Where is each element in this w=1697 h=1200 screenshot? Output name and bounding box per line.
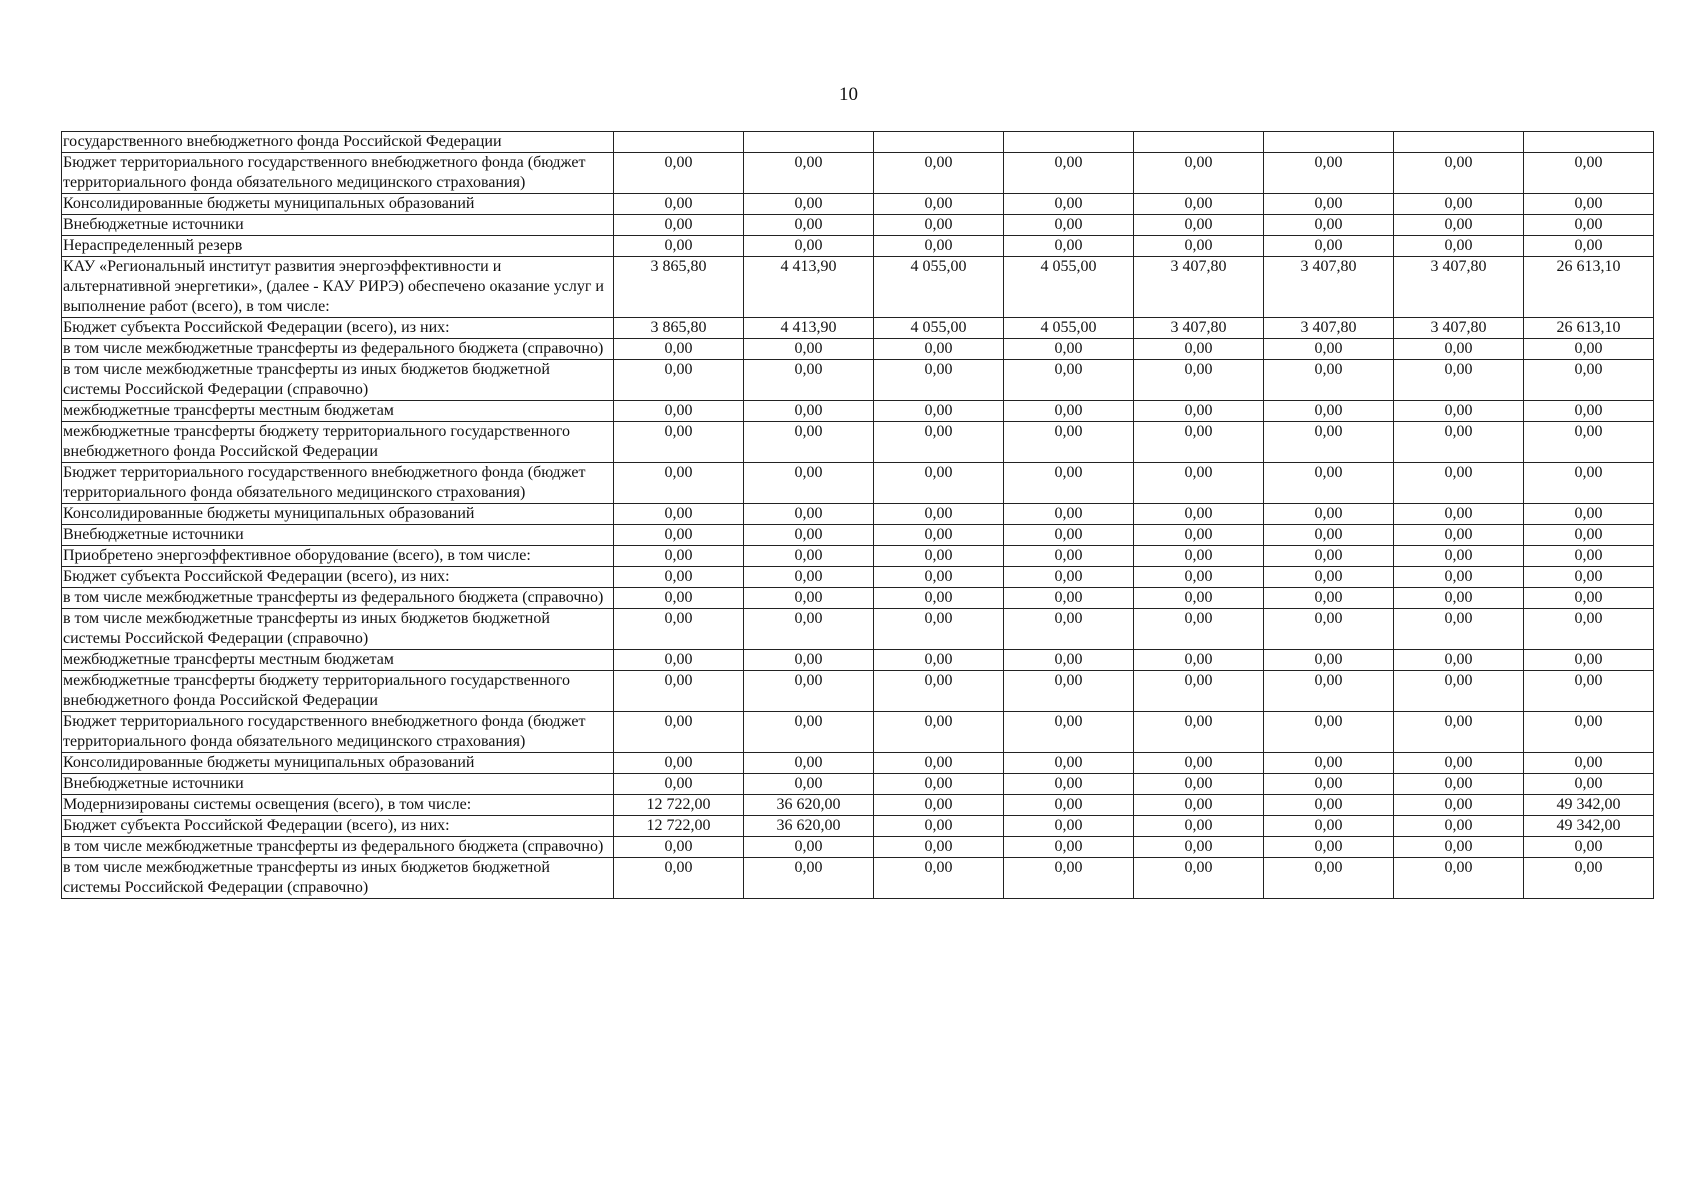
value-cell: 0,00 [1134,567,1264,588]
table-row [62,712,1654,753]
value-cell: 0,00 [1264,753,1394,774]
value-cell: 0,00 [1134,588,1264,609]
value-cell: 0,00 [1394,609,1524,650]
value-cell: 0,00 [874,153,1004,194]
table-row [62,525,1654,546]
value-cell: 0,00 [614,567,744,588]
value-cell: 0,00 [874,795,1004,816]
value-cell: 0,00 [1524,837,1654,858]
table-row [62,318,1654,339]
value-cell: 0,00 [1264,609,1394,650]
value-cell [1134,132,1264,153]
value-cell: 0,00 [1524,215,1654,236]
value-cell: 0,00 [1524,546,1654,567]
row-label: Модернизированы системы освещения (всего), в том числе: [62,795,614,816]
value-cell: 0,00 [744,525,874,546]
value-cell: 0,00 [1264,463,1394,504]
value-cell: 0,00 [874,360,1004,401]
value-cell: 0,00 [1004,546,1134,567]
value-cell: 0,00 [614,215,744,236]
value-cell: 0,00 [1134,546,1264,567]
value-cell: 0,00 [1394,567,1524,588]
value-cell: 0,00 [744,858,874,899]
value-cell: 0,00 [874,422,1004,463]
row-label: Бюджет территориального государственного внебюджетного фонда (бюджет территориального фонда обязательного медицинского страхования) [62,463,614,504]
value-cell: 0,00 [614,401,744,422]
value-cell: 0,00 [874,753,1004,774]
table-row [62,650,1654,671]
value-cell: 0,00 [1394,795,1524,816]
value-cell: 3 407,80 [1394,318,1524,339]
row-label: в том числе межбюджетные трансферты из иных бюджетов бюджетной системы Российской Федерации (справочно) [62,360,614,401]
value-cell: 0,00 [1524,712,1654,753]
value-cell: 0,00 [874,215,1004,236]
table-row [62,339,1654,360]
row-label: Приобретено энергоэффективное оборудование (всего), в том числе: [62,546,614,567]
value-cell: 0,00 [1524,567,1654,588]
value-cell: 0,00 [1264,194,1394,215]
value-cell: 0,00 [1004,339,1134,360]
value-cell: 0,00 [1134,650,1264,671]
value-cell: 0,00 [614,194,744,215]
value-cell: 0,00 [1004,360,1134,401]
value-cell: 0,00 [744,422,874,463]
row-label: Бюджет территориального государственного внебюджетного фонда (бюджет территориального фонда обязательного медицинского страхования) [62,153,614,194]
value-cell: 0,00 [1134,774,1264,795]
table-row [62,753,1654,774]
row-label: в том числе межбюджетные трансферты из федерального бюджета (справочно) [62,837,614,858]
value-cell: 0,00 [1004,504,1134,525]
value-cell: 0,00 [1264,774,1394,795]
value-cell: 0,00 [614,774,744,795]
row-label: межбюджетные трансферты местным бюджетам [62,401,614,422]
table-row [62,567,1654,588]
value-cell: 0,00 [1264,360,1394,401]
value-cell: 0,00 [744,546,874,567]
value-cell: 0,00 [1004,525,1134,546]
value-cell: 0,00 [1524,153,1654,194]
value-cell: 0,00 [874,650,1004,671]
value-cell: 0,00 [1004,567,1134,588]
row-label: Нераспределенный резерв [62,236,614,257]
value-cell: 4 055,00 [874,257,1004,318]
value-cell: 0,00 [1134,194,1264,215]
value-cell: 0,00 [1524,609,1654,650]
value-cell: 0,00 [1394,837,1524,858]
value-cell: 4 413,90 [744,257,874,318]
row-label: в том числе межбюджетные трансферты из иных бюджетов бюджетной системы Российской Федерации (справочно) [62,609,614,650]
row-label: Бюджет территориального государственного внебюджетного фонда (бюджет территориального фонда обязательного медицинского страхования) [62,712,614,753]
budget-table-body [62,132,1654,899]
value-cell: 0,00 [874,816,1004,837]
value-cell: 0,00 [744,360,874,401]
value-cell: 3 407,80 [1394,257,1524,318]
value-cell: 0,00 [1134,215,1264,236]
table-row [62,463,1654,504]
value-cell [744,132,874,153]
table-row [62,816,1654,837]
value-cell: 0,00 [1264,546,1394,567]
value-cell: 0,00 [1004,215,1134,236]
value-cell: 0,00 [1004,422,1134,463]
row-label: межбюджетные трансферты бюджету территориального государственного внебюджетного фонда Российской Федерации [62,422,614,463]
value-cell: 0,00 [1004,588,1134,609]
table-row [62,609,1654,650]
value-cell: 0,00 [1004,816,1134,837]
table-row [62,795,1654,816]
row-label: Бюджет субъекта Российской Федерации (всего), из них: [62,567,614,588]
table-row [62,858,1654,899]
value-cell: 0,00 [874,339,1004,360]
table-row [62,194,1654,215]
value-cell [1394,132,1524,153]
value-cell: 0,00 [1264,712,1394,753]
value-cell: 0,00 [1394,588,1524,609]
value-cell: 0,00 [874,194,1004,215]
page-number: 10 [839,84,858,105]
value-cell: 0,00 [1004,194,1134,215]
table-row [62,153,1654,194]
value-cell: 0,00 [614,360,744,401]
value-cell: 26 613,10 [1524,318,1654,339]
table-row [62,360,1654,401]
value-cell: 0,00 [1134,360,1264,401]
value-cell: 0,00 [744,236,874,257]
value-cell: 36 620,00 [744,816,874,837]
value-cell: 0,00 [1264,837,1394,858]
value-cell: 0,00 [1524,504,1654,525]
table-row [62,257,1654,318]
value-cell: 4 055,00 [1004,257,1134,318]
value-cell: 0,00 [1394,422,1524,463]
value-cell: 0,00 [1394,671,1524,712]
value-cell: 0,00 [744,774,874,795]
value-cell: 0,00 [1394,194,1524,215]
value-cell [1524,132,1654,153]
value-cell: 0,00 [1264,588,1394,609]
value-cell: 0,00 [744,753,874,774]
value-cell: 0,00 [1394,858,1524,899]
value-cell: 3 407,80 [1264,257,1394,318]
value-cell: 0,00 [1524,360,1654,401]
value-cell: 0,00 [1004,858,1134,899]
value-cell: 0,00 [874,567,1004,588]
value-cell: 0,00 [1134,671,1264,712]
value-cell: 0,00 [874,837,1004,858]
value-cell: 0,00 [1264,422,1394,463]
value-cell: 0,00 [1524,339,1654,360]
value-cell: 0,00 [1394,546,1524,567]
table-row [62,774,1654,795]
value-cell: 0,00 [1524,463,1654,504]
value-cell: 0,00 [1004,401,1134,422]
value-cell: 0,00 [1004,650,1134,671]
value-cell: 0,00 [874,525,1004,546]
value-cell: 0,00 [1134,816,1264,837]
value-cell: 0,00 [1004,609,1134,650]
value-cell: 26 613,10 [1524,257,1654,318]
value-cell: 0,00 [744,463,874,504]
value-cell: 0,00 [874,546,1004,567]
value-cell: 0,00 [614,650,744,671]
row-label: КАУ «Региональный институт развития энергоэффективности и альтернативной энергетики», (далее - КАУ РИРЭ) обеспечено оказание услуг и выполнение работ (всего), в том числе: [62,257,614,318]
value-cell: 0,00 [1004,153,1134,194]
value-cell: 0,00 [1394,504,1524,525]
value-cell: 0,00 [614,837,744,858]
value-cell: 0,00 [1264,795,1394,816]
value-cell: 0,00 [1524,194,1654,215]
value-cell: 0,00 [1134,609,1264,650]
value-cell: 0,00 [744,401,874,422]
value-cell: 0,00 [614,671,744,712]
value-cell: 0,00 [614,609,744,650]
value-cell: 0,00 [744,588,874,609]
value-cell: 0,00 [1004,795,1134,816]
row-label: в том числе межбюджетные трансферты из федерального бюджета (справочно) [62,588,614,609]
value-cell: 0,00 [614,525,744,546]
value-cell: 49 342,00 [1524,816,1654,837]
value-cell [614,132,744,153]
value-cell: 12 722,00 [614,816,744,837]
value-cell: 0,00 [874,504,1004,525]
value-cell: 0,00 [614,463,744,504]
value-cell: 0,00 [614,236,744,257]
value-cell: 0,00 [1264,858,1394,899]
row-label: Консолидированные бюджеты муниципальных образований [62,194,614,215]
value-cell: 3 407,80 [1134,318,1264,339]
value-cell: 0,00 [744,504,874,525]
value-cell: 0,00 [1394,236,1524,257]
value-cell: 0,00 [1524,236,1654,257]
value-cell: 0,00 [744,671,874,712]
value-cell: 0,00 [744,339,874,360]
value-cell: 0,00 [1264,525,1394,546]
value-cell: 0,00 [874,774,1004,795]
value-cell: 0,00 [614,422,744,463]
value-cell: 0,00 [614,858,744,899]
value-cell: 0,00 [1004,753,1134,774]
table-row [62,588,1654,609]
value-cell: 0,00 [1394,463,1524,504]
value-cell: 0,00 [1134,795,1264,816]
value-cell: 0,00 [1004,236,1134,257]
value-cell: 0,00 [874,588,1004,609]
value-cell: 0,00 [744,567,874,588]
table-row [62,837,1654,858]
value-cell: 0,00 [614,153,744,194]
value-cell: 0,00 [1264,401,1394,422]
value-cell: 0,00 [1004,463,1134,504]
value-cell: 0,00 [614,504,744,525]
row-label: Внебюджетные источники [62,525,614,546]
value-cell: 0,00 [1394,153,1524,194]
value-cell: 0,00 [1394,650,1524,671]
value-cell: 0,00 [744,153,874,194]
value-cell: 3 865,80 [614,318,744,339]
row-label: Консолидированные бюджеты муниципальных образований [62,753,614,774]
value-cell: 4 413,90 [744,318,874,339]
value-cell: 0,00 [1134,837,1264,858]
table-row [62,671,1654,712]
value-cell: 0,00 [1394,339,1524,360]
value-cell: 0,00 [1264,816,1394,837]
value-cell: 0,00 [1524,650,1654,671]
table-row [62,401,1654,422]
row-label: Бюджет субъекта Российской Федерации (всего), из них: [62,318,614,339]
value-cell: 0,00 [1134,236,1264,257]
value-cell [1004,132,1134,153]
value-cell [1264,132,1394,153]
value-cell: 0,00 [1394,816,1524,837]
row-label: в том числе межбюджетные трансферты из иных бюджетов бюджетной системы Российской Федерации (справочно) [62,858,614,899]
value-cell: 0,00 [1004,837,1134,858]
budget-table [61,131,1654,899]
value-cell: 0,00 [1264,567,1394,588]
row-label: межбюджетные трансферты бюджету территориального государственного внебюджетного фонда Российской Федерации [62,671,614,712]
value-cell: 0,00 [1394,525,1524,546]
value-cell: 0,00 [1264,650,1394,671]
value-cell: 0,00 [1004,671,1134,712]
table-row [62,504,1654,525]
value-cell: 0,00 [1264,339,1394,360]
value-cell [874,132,1004,153]
value-cell: 0,00 [1524,774,1654,795]
value-cell: 3 865,80 [614,257,744,318]
value-cell: 0,00 [744,837,874,858]
value-cell: 0,00 [744,650,874,671]
row-label: межбюджетные трансферты местным бюджетам [62,650,614,671]
value-cell: 0,00 [614,339,744,360]
value-cell: 0,00 [874,671,1004,712]
value-cell: 0,00 [874,236,1004,257]
value-cell: 0,00 [614,588,744,609]
value-cell: 49 342,00 [1524,795,1654,816]
row-label: Внебюджетные источники [62,215,614,236]
value-cell: 0,00 [1394,712,1524,753]
value-cell: 0,00 [1264,153,1394,194]
value-cell: 0,00 [1134,153,1264,194]
value-cell: 12 722,00 [614,795,744,816]
value-cell: 0,00 [1264,215,1394,236]
value-cell: 0,00 [1394,360,1524,401]
value-cell: 0,00 [744,194,874,215]
value-cell: 0,00 [744,215,874,236]
value-cell: 0,00 [614,712,744,753]
value-cell: 0,00 [1134,463,1264,504]
row-label: Внебюджетные источники [62,774,614,795]
value-cell: 0,00 [1134,401,1264,422]
value-cell: 0,00 [874,609,1004,650]
value-cell: 3 407,80 [1264,318,1394,339]
value-cell: 0,00 [874,401,1004,422]
value-cell: 0,00 [1394,401,1524,422]
table-row [62,132,1654,153]
value-cell: 0,00 [1134,525,1264,546]
table-row [62,422,1654,463]
table-row [62,236,1654,257]
value-cell: 36 620,00 [744,795,874,816]
value-cell: 0,00 [874,463,1004,504]
value-cell: 0,00 [1394,753,1524,774]
value-cell: 0,00 [1524,422,1654,463]
table-row [62,546,1654,567]
row-label: государственного внебюджетного фонда Российской Федерации [62,132,614,153]
value-cell: 4 055,00 [1004,318,1134,339]
value-cell: 0,00 [1134,712,1264,753]
value-cell: 0,00 [1264,671,1394,712]
row-label: Бюджет субъекта Российской Федерации (всего), из них: [62,816,614,837]
value-cell: 0,00 [1524,588,1654,609]
value-cell: 0,00 [1134,339,1264,360]
value-cell: 0,00 [1264,236,1394,257]
value-cell: 0,00 [874,712,1004,753]
value-cell: 0,00 [1524,858,1654,899]
value-cell: 0,00 [1394,215,1524,236]
value-cell: 0,00 [1004,774,1134,795]
value-cell: 0,00 [1134,753,1264,774]
value-cell: 0,00 [1524,753,1654,774]
row-label: Консолидированные бюджеты муниципальных образований [62,504,614,525]
value-cell: 4 055,00 [874,318,1004,339]
value-cell: 0,00 [1004,712,1134,753]
value-cell: 0,00 [1264,504,1394,525]
value-cell: 0,00 [1524,671,1654,712]
value-cell: 0,00 [614,753,744,774]
value-cell: 0,00 [744,712,874,753]
row-label: в том числе межбюджетные трансферты из федерального бюджета (справочно) [62,339,614,360]
value-cell: 0,00 [1524,525,1654,546]
value-cell: 0,00 [874,858,1004,899]
table-row [62,215,1654,236]
value-cell: 0,00 [1134,422,1264,463]
value-cell: 0,00 [1134,858,1264,899]
value-cell: 0,00 [744,609,874,650]
value-cell: 0,00 [1134,504,1264,525]
value-cell: 0,00 [1394,774,1524,795]
value-cell: 0,00 [614,546,744,567]
value-cell: 3 407,80 [1134,257,1264,318]
value-cell: 0,00 [1524,401,1654,422]
